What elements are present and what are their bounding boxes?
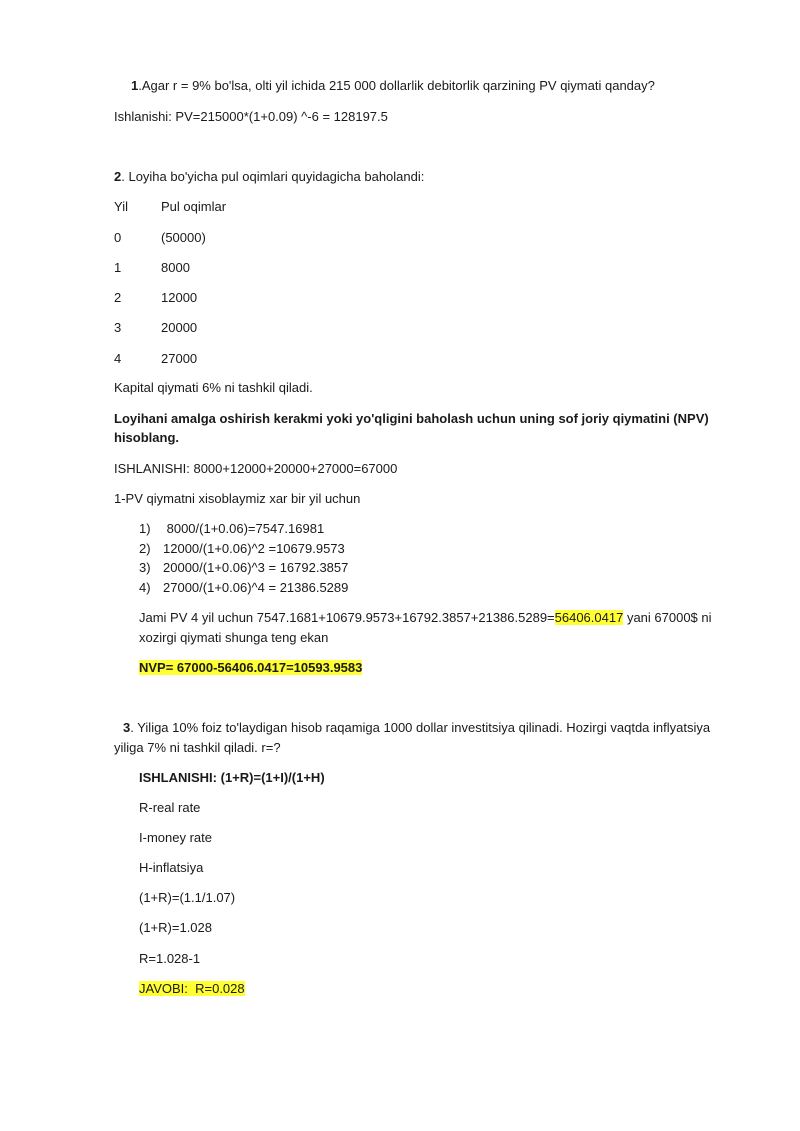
q2-total-pv (139, 608, 712, 627)
list-item-text: 27000/(1+0.06)^4 = 21386.5289 (163, 580, 349, 595)
table-cell-year: 4 (114, 351, 122, 366)
q1-question (131, 76, 655, 95)
q2-npv-highlight: NVP= 67000-56406.0417=10593.9583 (139, 660, 363, 675)
table-cell-value: 27000 (161, 351, 198, 366)
table-cell-year: 0 (114, 230, 122, 245)
q2-number: 2 (114, 169, 122, 184)
q2-total-pv-value: 56406.0417 (554, 610, 624, 625)
q3-calc-step3: R=1.028-1 (139, 951, 201, 966)
table-cell-year: 3 (114, 320, 122, 335)
q2-intro-text: . Loyiha bo'yicha pul oqimlari quyidagicha baholandi: (121, 169, 425, 184)
q1-number: 1 (131, 78, 139, 93)
q3-question-line2: yiliga 7% ni tashkil qiladi. r=? (114, 740, 281, 755)
q3-calc-step2: (1+R)=1.028 (139, 920, 212, 935)
q3-def-money-rate: I-money rate (139, 830, 212, 845)
q1-solution: Ishlanishi: PV=215000*(1+0.09) ^-6 = 128197.5 (114, 109, 388, 124)
table-cell-year: 2 (114, 290, 122, 305)
q2-intro (114, 167, 424, 186)
list-item-number: 1) (139, 521, 151, 536)
list-item-text: 20000/(1+0.06)^3 = 16792.3857 (163, 560, 349, 575)
table-cell-year: 1 (114, 260, 122, 275)
q2-pv-intro: 1-PV qiymatni xisoblaymiz xar bir yil uchun (114, 491, 361, 506)
list-item-number: 4) (139, 580, 151, 595)
q3-formula: ISHLANISHI: (1+R)=(1+I)/(1+H) (139, 770, 325, 785)
q2-total-pv-prefix: Jami PV 4 yil uchun 7547.1681+10679.9573+16792.3857+21386.5289= (139, 610, 555, 625)
q2-task: Loyihani amalga oshirish kerakmi yoki yo'qligini baholash uchun uning sof joriy qiymatini (NPV) hisoblang. (114, 411, 709, 445)
list-item-number: 3) (139, 560, 151, 575)
table-cell-value: 8000 (161, 260, 190, 275)
table-cell-value: 12000 (161, 290, 198, 305)
q3-answer-highlight: JAVOBI: R=0.028 (139, 981, 245, 996)
q3-answer (139, 979, 245, 998)
list-item-text: 12000/(1+0.06)^2 =10679.9573 (163, 541, 345, 556)
q3-def-real-rate: R-real rate (139, 800, 201, 815)
q3-question-line1 (123, 718, 710, 737)
q3-def-inflation: H-inflatsiya (139, 860, 204, 875)
q2-npv-result (139, 658, 362, 677)
q3-calc-step1: (1+R)=(1.1/1.07) (139, 890, 236, 905)
q3-question-text: . Yiliga 10% foiz to'laydigan hisob raqamiga 1000 dollar investitsiya qilinadi. Hozirgi vaqtda inflyatsiya (130, 720, 711, 735)
q1-question-text: .Agar r = 9% bo'lsa, olti yil ichida 215 000 dollarlik debitorlik qarzining PV qiymati qanday? (138, 78, 655, 93)
q2-solution-sum: ISHLANISHI: 8000+12000+20000+27000=67000 (114, 461, 398, 476)
q3-number: 3 (123, 720, 131, 735)
header-year: Yil (114, 199, 128, 214)
list-item-number: 2) (139, 541, 151, 556)
q2-total-pv-suffix: yani 67000$ ni (623, 610, 712, 625)
list-item-text: 8000/(1+0.06)=7547.16981 (163, 521, 325, 536)
header-cashflow: Pul oqimlar (161, 199, 227, 214)
q2-capital: Kapital qiymati 6% ni tashkil qiladi. (114, 380, 313, 395)
table-cell-value: 20000 (161, 320, 198, 335)
table-cell-value: (50000) (161, 230, 206, 245)
q2-total-pv-line2: xozirgi qiymati shunga teng ekan (139, 630, 329, 645)
